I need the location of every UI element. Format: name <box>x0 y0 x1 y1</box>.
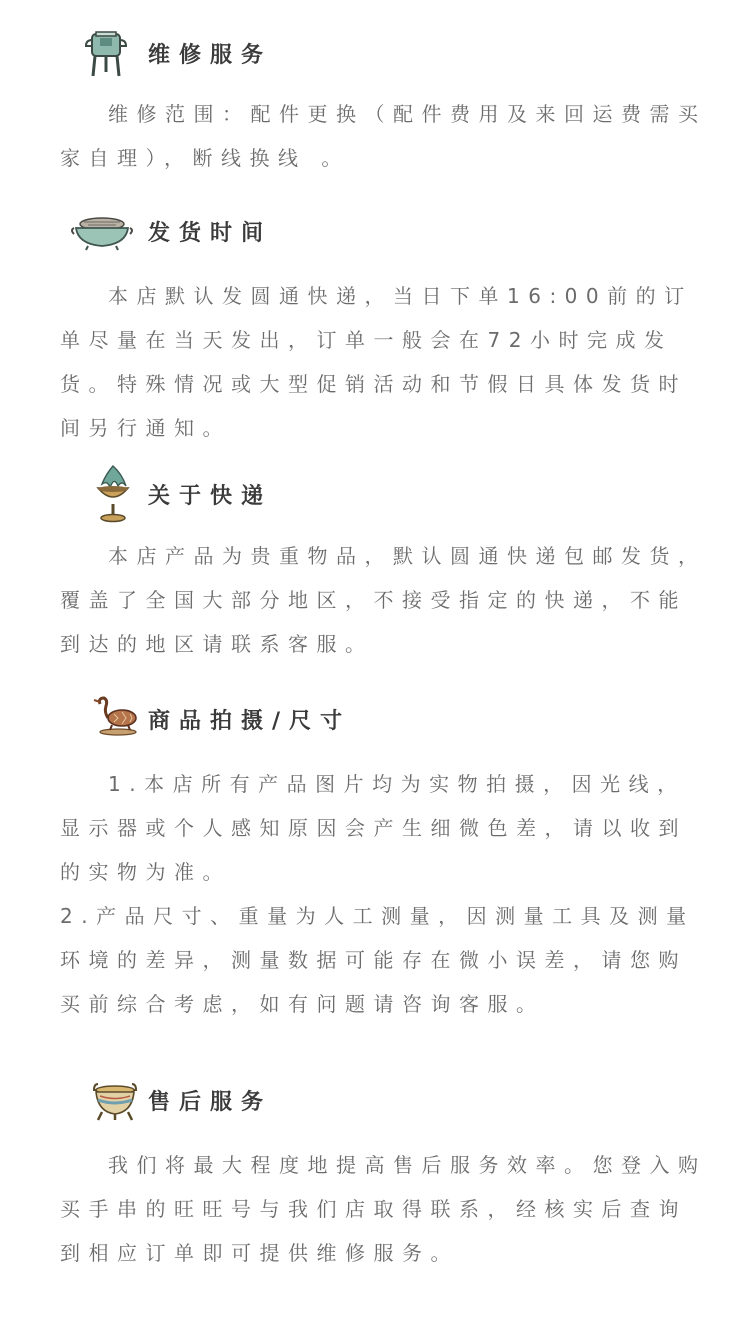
section-body <box>60 92 708 180</box>
paragraph: 我们将最大程度地提高售后服务效率。您登入购买手串的旺旺号与我们店取得联系，经核实后查询到相应订单即可提供维修服务。 <box>60 1153 707 1265</box>
celadon-censer-icon <box>66 210 138 252</box>
paragraph: 本店默认发圆通快递，当日下单16:00前的订单尽量在当天发出，订单一般会在72小时完成发货。特殊情况或大型促销活动和节假日具体发货时间另行通知。 <box>60 284 693 440</box>
paragraph: 本店产品为贵重物品，默认圆通快递包邮发货，覆盖了全国大部分地区，不接受指定的快递，不能到达的地区请联系客服。 <box>60 544 707 656</box>
incense-burner-icon <box>88 462 138 526</box>
section-title: 售后服务 <box>148 1090 273 1115</box>
section-title: 发货时间 <box>148 221 273 246</box>
bronze-ding-vessel-icon <box>82 26 130 80</box>
section-title: 商品拍摄/尺寸 <box>148 709 352 734</box>
paragraph: 1.本店所有产品图片均为实物拍摄，因光线，显示器或个人感知原因会产生细微色差，请以收到的实物为准。 <box>60 772 687 884</box>
section-body <box>60 274 708 450</box>
paragraph: 2.产品尺寸、重量为人工测量，因测量工具及测量环境的差异，测量数据可能存在微小误差，请您购买前综合考虑，如有问题请咨询客服。 <box>60 904 695 1016</box>
section-body <box>60 534 708 666</box>
duck-turtle-ornament-icon <box>92 694 140 738</box>
section-body <box>60 1143 708 1275</box>
cloisonne-censer-icon <box>88 1080 142 1124</box>
section-title: 关于快递 <box>148 484 273 509</box>
section-title: 维修服务 <box>148 43 273 68</box>
paragraph: 维修范围：配件更换（配件费用及来回运费需买家自理），断线换线 。 <box>60 102 707 170</box>
section-body <box>60 762 708 1026</box>
